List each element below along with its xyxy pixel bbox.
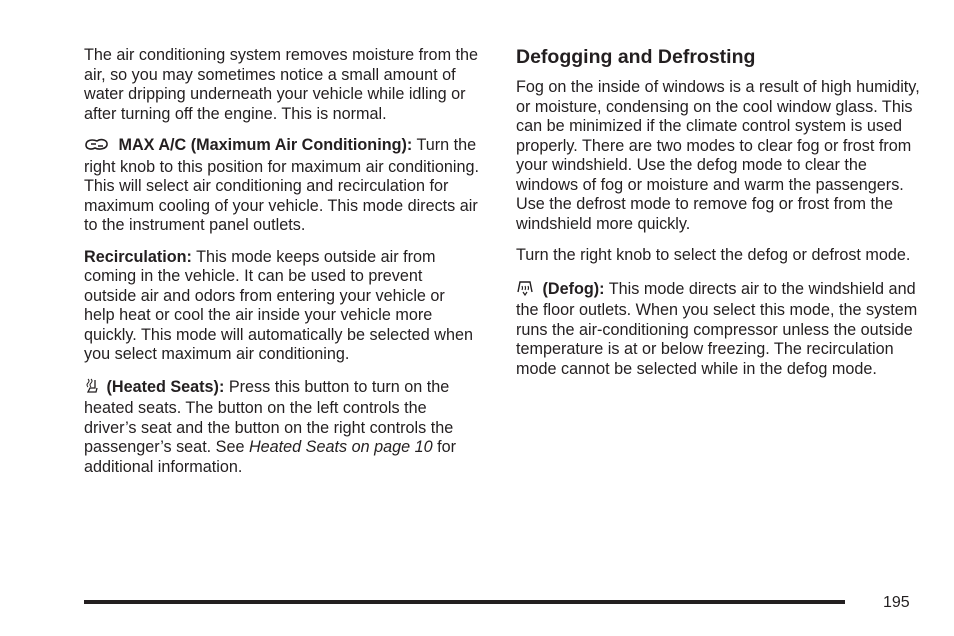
- page-number: 195: [883, 594, 910, 611]
- recirculation-label: Recirculation:: [84, 247, 192, 266]
- footer-rule: [84, 600, 845, 604]
- max-ac-paragraph: [84, 136, 479, 236]
- right-column: [516, 45, 926, 379]
- defog-text: This mode directs air to the windshield and the floor outlets. When you select this mode, the system runs the air-conditioning compressor unless the outside temperature is at or below freezing. The recirculation mode cannot be selected while in the defog mode.: [516, 279, 918, 378]
- defog-label: (Defog):: [542, 279, 605, 298]
- section-heading: Defogging and Defrosting: [516, 46, 756, 68]
- heated-seat-icon: [84, 377, 98, 400]
- defog-intro-paragraph: Fog on the inside of windows is a result of high humidity, or moisture, condensing on the cool window glass. This can be minimized if the climate control system is used properly. There are two modes to clear fog or frost from your windshield. Use the defog mode to clear the windows of fog or moisture and warm the passengers. Use the defrost mode to remove fog or frost from the windshield more quickly.: [516, 78, 920, 233]
- defog-icon: [516, 278, 534, 302]
- ac-moisture-paragraph: The air conditioning system removes moisture from the air, so you may sometimes notice a small amount of water dripping underneath your vehicle while idling or after turning off the engine. This is normal.: [84, 46, 479, 123]
- heated-seats-paragraph: [84, 377, 479, 478]
- heated-seats-label: (Heated Seats):: [106, 377, 225, 396]
- defog-paragraph: [516, 278, 926, 380]
- recirculation-text: This mode keeps outside air from coming in the vehicle. It can be used to prevent outside air and odors from entering your vehicle or help heat or cool the air inside your vehicle more quickly. This mode will automatically be selected when you select maximum air conditioning.: [84, 247, 473, 363]
- heated-seats-tail: for additional information.: [84, 438, 456, 476]
- knob-paragraph: Turn the right knob to select the defog or defrost mode.: [516, 246, 911, 264]
- heated-seats-text: Press this button to turn on the heated seats. The button on the left controls the driver’s seat and the button on the right controls the passenger’s seat. See: [84, 377, 454, 456]
- left-column: [84, 46, 479, 477]
- max-ac-icon: [84, 137, 110, 158]
- heated-seats-reference: Heated Seats on page 10: [248, 438, 433, 456]
- max-ac-text: Turn the right knob to this position for maximum air conditioning. This will select air conditioning and recirculation for maximum cooling of your vehicle. This mode directs air to the instrument panel outlets.: [84, 136, 479, 234]
- recirculation-paragraph: [84, 248, 479, 365]
- max-ac-label: MAX A/C (Maximum Air Conditioning):: [118, 136, 413, 154]
